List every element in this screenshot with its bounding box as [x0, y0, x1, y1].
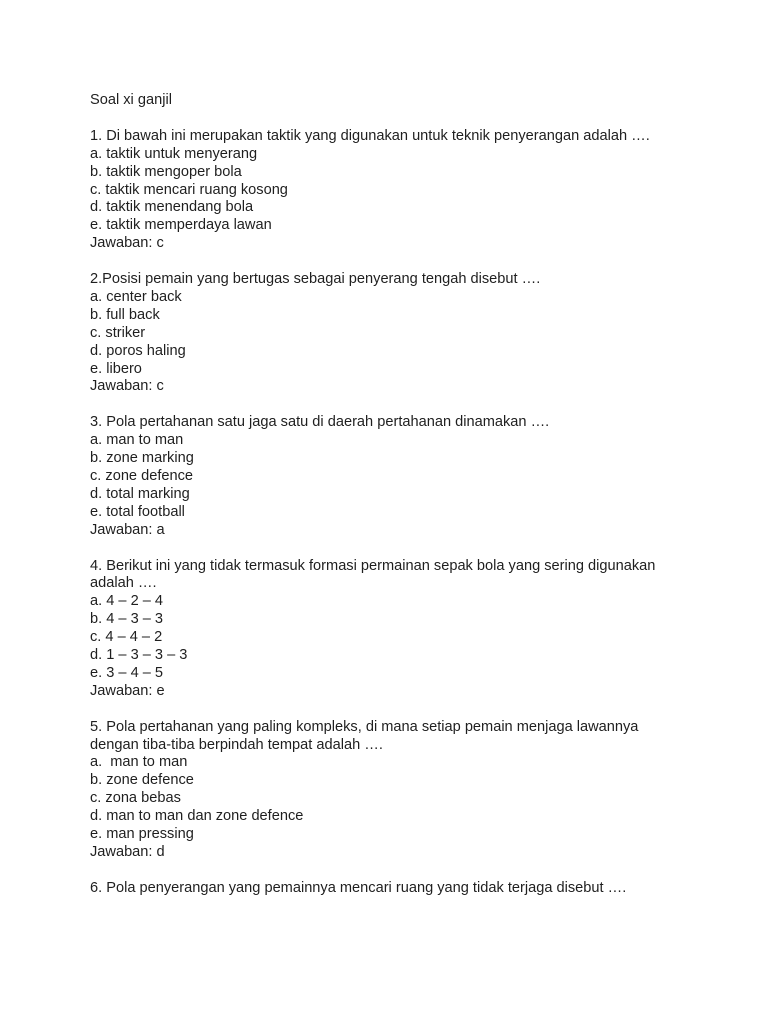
option-b: b. 4 – 3 – 3 — [90, 611, 164, 628]
question-text-line-2: dengan tiba-tiba berpindah tempat adalah …. — [90, 736, 383, 753]
option-b: b. full back — [90, 306, 160, 323]
question-2 — [90, 271, 710, 396]
question-3 — [90, 414, 710, 539]
option-a: a. taktik untuk menyerang — [90, 145, 258, 162]
option-d: d. total marking — [90, 485, 190, 502]
option-c: c. 4 – 4 – 2 — [90, 629, 163, 646]
option-e: e. total football — [90, 503, 185, 520]
question-text-line-1: 5. Pola pertahanan yang paling kompleks, di mana setiap pemain menjaga lawannya — [90, 718, 639, 735]
question-text-line-2: adalah …. — [90, 575, 157, 592]
question-text: 2.Posisi pemain yang bertugas sebagai penyerang tengah disebut …. — [90, 271, 541, 288]
question-text: 3. Pola pertahanan satu jaga satu di daerah pertahanan dinamakan …. — [90, 414, 550, 431]
answer-text: Jawaban: d — [90, 843, 165, 860]
question-5 — [90, 719, 710, 862]
option-e: e. man pressing — [90, 826, 194, 843]
answer-text: Jawaban: a — [90, 521, 165, 538]
option-b: b. zone marking — [90, 450, 194, 467]
option-c: c. zona bebas — [90, 790, 181, 807]
option-a: a. center back — [90, 288, 182, 305]
answer-text: Jawaban: c — [90, 378, 164, 395]
option-e: e. libero — [90, 360, 142, 377]
option-b: b. zone defence — [90, 772, 194, 789]
option-d: d. poros haling — [90, 342, 186, 359]
document-page — [90, 92, 710, 916]
question-6 — [90, 880, 710, 898]
question-text-line-1: 4. Berikut ini yang tidak termasuk formasi permainan sepak bola yang sering digunakan — [90, 557, 656, 574]
question-text: 1. Di bawah ini merupakan taktik yang digunakan untuk teknik penyerangan adalah …. — [90, 127, 650, 144]
option-c: c. striker — [90, 324, 146, 341]
document-title: Soal xi ganjil — [90, 92, 172, 108]
answer-text: Jawaban: c — [90, 235, 164, 252]
option-d: d. taktik menendang bola — [90, 199, 254, 216]
option-b: b. taktik mengoper bola — [90, 163, 242, 180]
answer-text: Jawaban: e — [90, 682, 165, 699]
option-a: a. man to man — [90, 754, 188, 771]
option-a: a. 4 – 2 – 4 — [90, 593, 164, 610]
question-1 — [90, 128, 710, 253]
option-c: c. zone defence — [90, 467, 194, 484]
question-4 — [90, 558, 710, 701]
option-c: c. taktik mencari ruang kosong — [90, 181, 288, 198]
question-text: 6. Pola penyerangan yang pemainnya mencari ruang yang tidak terjaga disebut …. — [90, 879, 627, 896]
option-e: e. 3 – 4 – 5 — [90, 664, 164, 681]
option-d: d. man to man dan zone defence — [90, 808, 304, 825]
option-e: e. taktik memperdaya lawan — [90, 217, 272, 234]
option-d: d. 1 – 3 – 3 – 3 — [90, 647, 188, 664]
option-a: a. man to man — [90, 432, 184, 449]
